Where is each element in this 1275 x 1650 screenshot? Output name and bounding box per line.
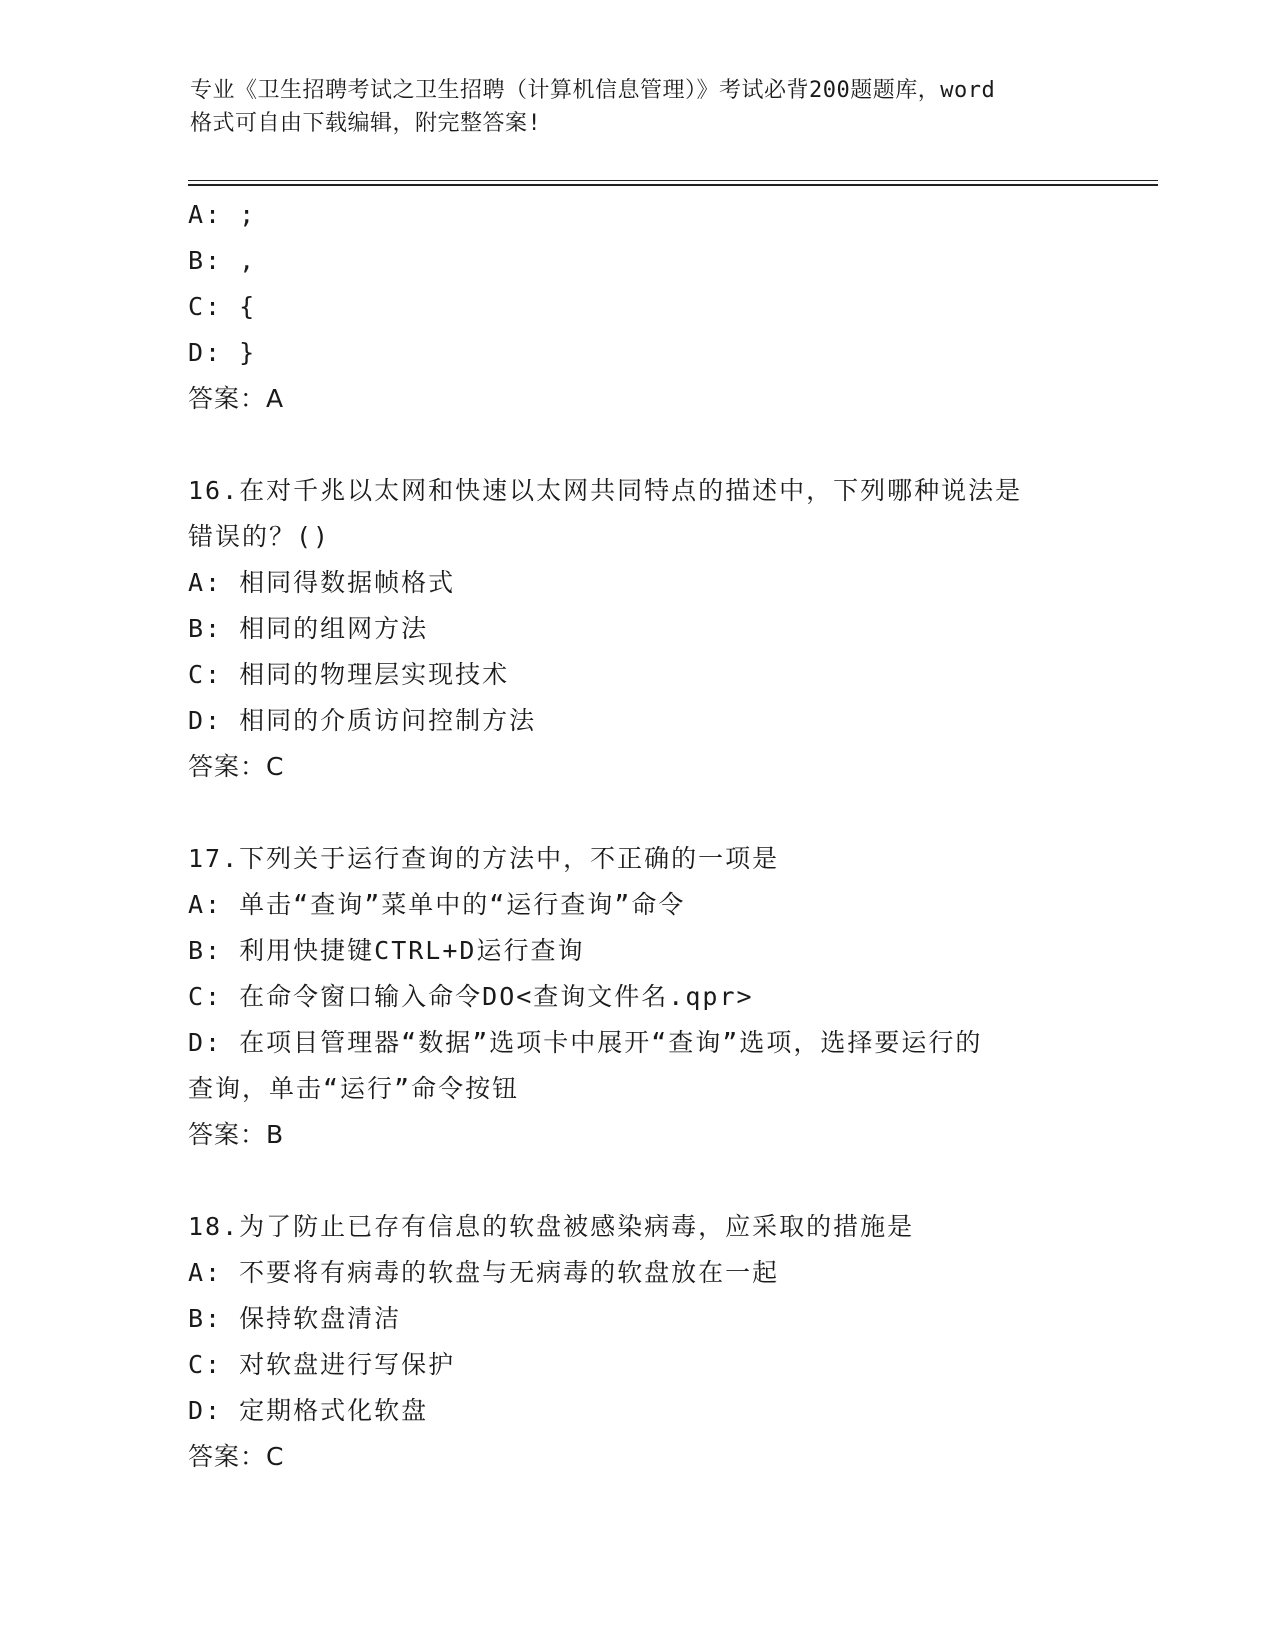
answer: 答案：A: [188, 384, 285, 413]
option-b: B: 利用快捷键CTRL+D运行查询: [188, 936, 585, 965]
option-d: D: 在项目管理器“数据”选项卡中展开“查询”选项，选择要运行的: [188, 1028, 983, 1057]
option-b: B: ,: [188, 246, 257, 275]
option-b: B: 保持软盘清洁: [188, 1304, 402, 1333]
option-a: A: 单击“查询”菜单中的“运行查询”命令: [188, 890, 686, 919]
option-a: A: 相同得数据帧格式: [188, 568, 456, 597]
question-16: [188, 468, 1088, 790]
question-text-line: 18.为了防止已存有信息的软盘被感染病毒，应采取的措施是: [188, 1212, 915, 1241]
option-c: C: 对软盘进行写保护: [188, 1350, 456, 1379]
option-d: D: 定期格式化软盘: [188, 1396, 429, 1425]
question-text-line: 17.下列关于运行查询的方法中，不正确的一项是: [188, 844, 780, 873]
question-18: [188, 1204, 1088, 1480]
question-17: [188, 836, 1088, 1158]
answer: 答案：B: [188, 1120, 285, 1149]
option-c: C: {: [188, 292, 257, 321]
spacer: [188, 790, 1088, 836]
option-a: A: 不要将有病毒的软盘与无病毒的软盘放在一起: [188, 1258, 780, 1287]
question-text-line: 错误的？(): [188, 522, 331, 551]
option-d: D: }: [188, 338, 257, 367]
option-b: B: 相同的组网方法: [188, 614, 429, 643]
spacer: [188, 422, 1088, 468]
previous-question-block: [188, 192, 1088, 422]
option-c: C: 在命令窗口输入命令DO<查询文件名.qpr>: [188, 982, 754, 1011]
option-d-continued: 查询，单击“运行”命令按钮: [188, 1074, 520, 1103]
header-line-2: 格式可自由下载编辑，附完整答案!: [190, 111, 542, 136]
spacer: [188, 1158, 1088, 1204]
option-d: D: 相同的介质访问控制方法: [188, 706, 537, 735]
option-a: A: ;: [188, 200, 257, 229]
header-divider-thin: [188, 180, 1158, 181]
answer: 答案：C: [188, 752, 285, 781]
question-content: [188, 192, 1088, 1480]
option-c: C: 相同的物理层实现技术: [188, 660, 510, 689]
header-line-1: 专业《卫生招聘考试之卫生招聘（计算机信息管理）》考试必背200题题库，word: [190, 78, 996, 103]
answer: 答案：C: [188, 1442, 285, 1471]
question-text-line: 16.在对千兆以太网和快速以太网共同特点的描述中，下列哪种说法是: [188, 476, 1023, 505]
header-divider-thick: [188, 184, 1158, 186]
document-header: [190, 74, 1090, 140]
